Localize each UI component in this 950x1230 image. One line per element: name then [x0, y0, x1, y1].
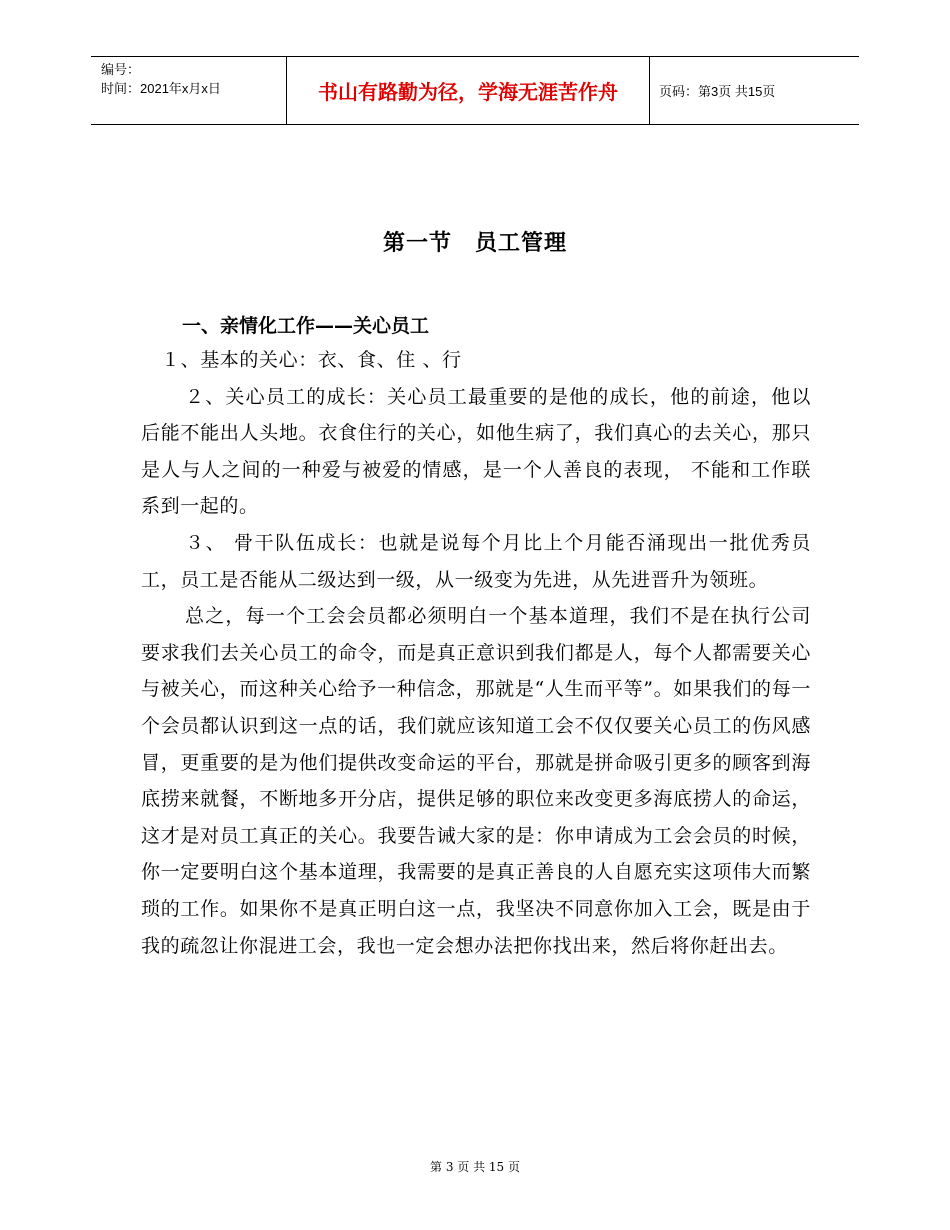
document-number-label: 编号： [101, 62, 141, 77]
header-motto: 书山有路勤为径，学海无涯苦作舟 [318, 80, 618, 104]
header-meta [101, 60, 221, 98]
paragraph-growth-care: ２、关心员工的成长：关心员工最重要的是他的成长，他的前途，他以后能不能出人头地。衣食住行的关心，如他生病了，我们真心的去关心，那只是人与人之间的一种爱与被爱的情感，是一个人善良的表现， 不能和工作联系到一起的。 [141, 385, 811, 518]
paragraph-conclusion: 总之，每一个工会会员都必须明白一个基本道理，我们不是在执行公司要求我们去关心员工的命令，而是真正意识到我们都是人，每个人都需要关心与被关心，而这种关心给予一种信念，那就是“人生而平等”。如果我们的每一个会员都认识到这一点的话，我们就应该知道工会不仅仅要关心员工的伤风感冒，更重要的是为他们提供改变命运的平台，那就是拼命吸引更多的顾客到海底捞来就餐，不断地多开分店，提供足够的职位来改变更多海底捞人的命运，这才是对员工真正的关心。我要告诫大家的是：你申请成为工会会员的时候，你一定要明白这个基本道理，我需要的是真正善良的人自愿充实这项伟大而繁琐的工作。如果你不是真正明白这一点，我坚决不同意你加入工会，既是由于我的疏忽让你混进工会，我也一定会想办法把你找出来，然后将你赶出去。 [141, 605, 811, 957]
document-time-label: 时间：2021年x月x日 [101, 81, 221, 96]
document-body [141, 342, 811, 964]
header-page-info: 页码：第3页 共15页 [659, 84, 776, 99]
page-header [91, 56, 859, 125]
section-title: 第一节 员工管理 [382, 231, 567, 256]
header-divider-right [649, 57, 650, 124]
subsection-heading: 一、亲情化工作——关心员工 [182, 315, 430, 337]
paragraph-basic-care: １、基本的关心：衣、食、住 、行 [161, 349, 462, 371]
page-footer: 第 3 页 共 15 页 [430, 1160, 520, 1174]
paragraph-backbone-team: ３、 骨干队伍成长：也就是说每个月比上个月能否涌现出一批优秀员工，员工是否能从二级达到一级，从一级变为先进，从先进晋升为领班。 [141, 531, 811, 591]
